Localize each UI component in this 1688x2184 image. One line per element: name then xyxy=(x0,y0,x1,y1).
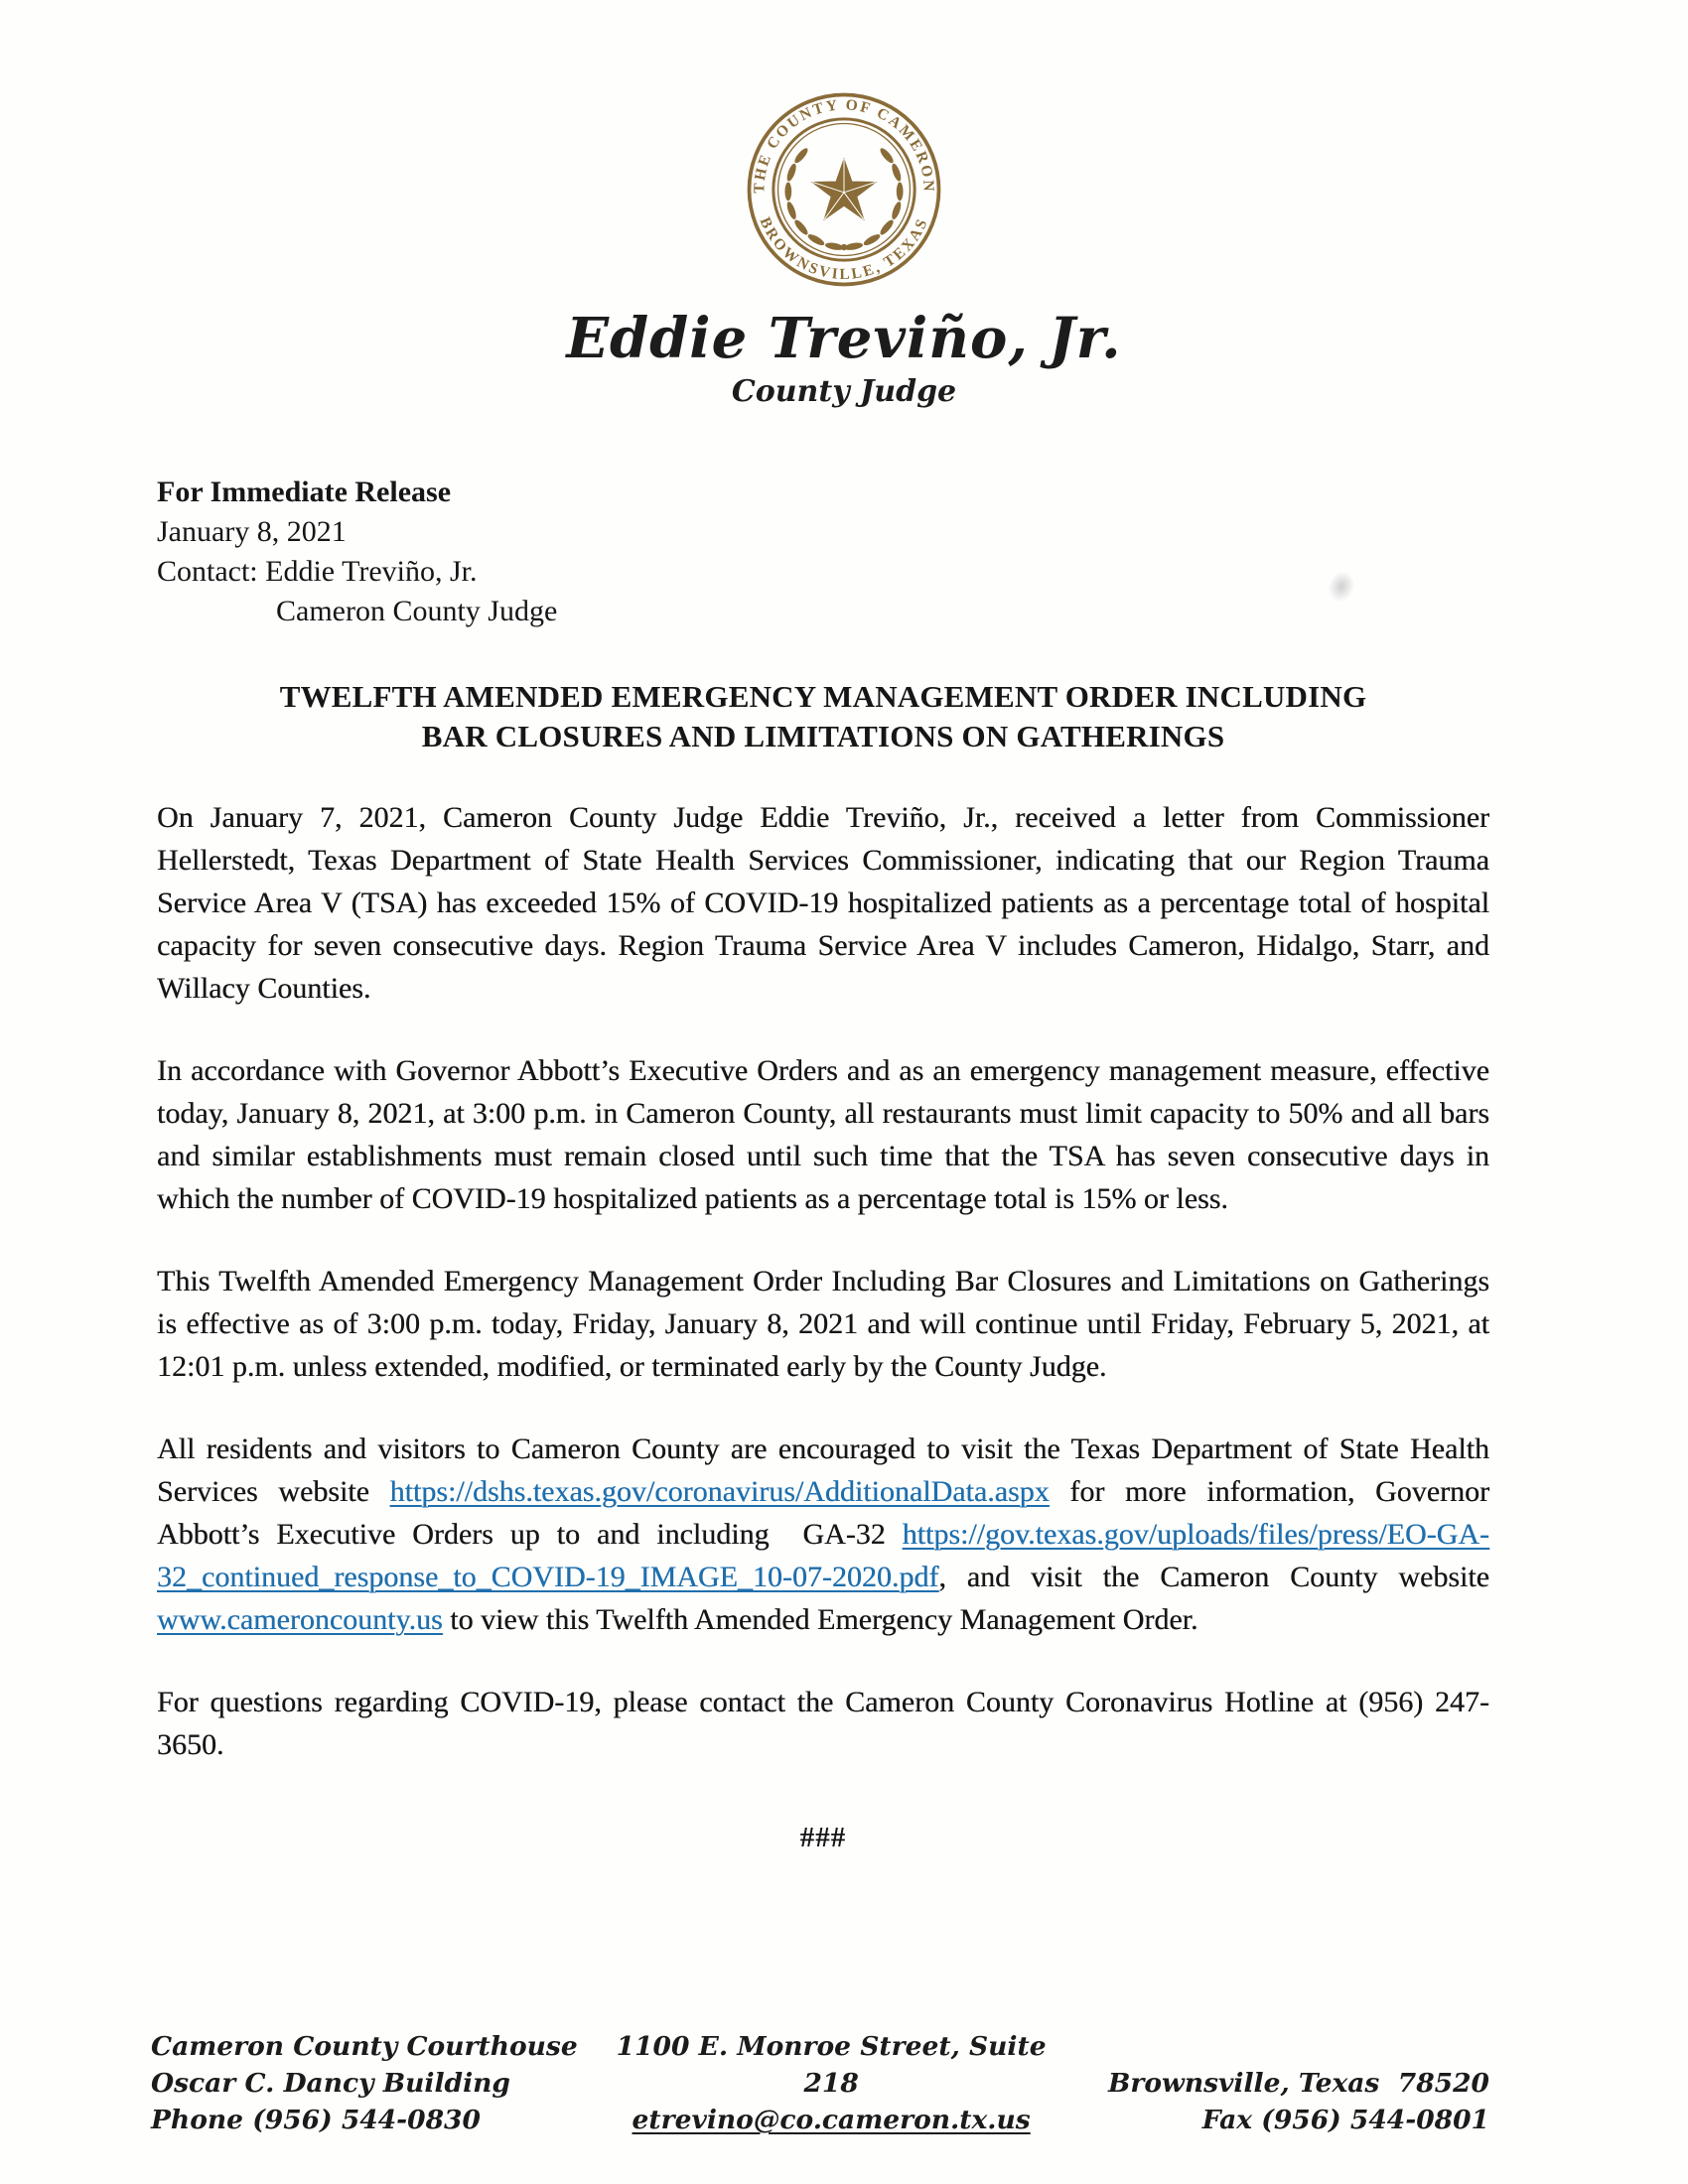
document-title xyxy=(157,677,1489,756)
footer-line: Brownsville, Texas 78520 xyxy=(1107,2068,1489,2099)
release-contact-title: Cameron County Judge xyxy=(276,594,558,627)
document-title-line2: BAR CLOSURES AND LIMITATIONS ON GATHERINGS xyxy=(421,718,1225,753)
email-link[interactable]: etrevino@co.cameron.tx.us xyxy=(632,2105,1031,2135)
body-text: , and visit the Cameron County website xyxy=(938,1560,1489,1593)
release-contact: Contact: Eddie Treviño, Jr. xyxy=(157,554,478,588)
body-text: For questions regarding COVID-19, please contact the Cameron County Coronavirus Hotline at (956) 247- 3650. xyxy=(157,1685,1489,1761)
hyperlink[interactable]: www.cameroncounty.us xyxy=(157,1602,443,1636)
release-info xyxy=(157,473,1489,631)
body-text: for more information, Governor Abbott’s Executive Orders up to and including GA-32 xyxy=(157,1474,1490,1551)
body-paragraphs xyxy=(157,796,1489,1766)
footer-col-middle xyxy=(593,2028,1069,2138)
paragraph xyxy=(157,1428,1489,1641)
cameron-county-seal-icon xyxy=(742,87,946,292)
document-title-line1: TWELFTH AMENDED EMERGENCY MANAGEMENT ORDER INCLUDING xyxy=(279,678,1367,714)
paragraph xyxy=(157,1260,1489,1388)
body-text: This Twelfth Amended Emergency Management Order Including Bar Closures and Limitations on Gatherings is effective as of 3:00 p.m. today, Friday, January 8, 2021 and will continue until Friday, February 5, 2021, at 12:01 p.m. unless extended, modified, or terminated early by the County Judge. xyxy=(157,1264,1489,1383)
paragraph xyxy=(157,796,1489,1010)
paragraph xyxy=(157,1049,1489,1220)
footer-col-left xyxy=(151,2028,593,2138)
footer-line xyxy=(593,2102,1069,2138)
release-date: January 8, 2021 xyxy=(157,514,347,548)
footer-line: 1100 E. Monroe Street, Suite 218 xyxy=(616,2031,1047,2099)
hyperlink[interactable]: https://dshs.texas.gov/coronavirus/AdditionalData.aspx xyxy=(389,1474,1050,1508)
seal-bottom-text: BROWNSVILLE, TEXAS xyxy=(756,214,932,284)
hyperlink[interactable]: https://gov.texas.​gov/uploads/files/press/EO-GA-32_continued_response_to_COVID-19_IMAGE_10-07-2020.pdf xyxy=(157,1517,1489,1593)
footer-line: Phone (956) 544-0830 xyxy=(151,2105,481,2135)
body-text: to view this Twelfth Amended Emergency Management Order. xyxy=(442,1602,1198,1636)
press-release-end-mark: ### xyxy=(799,1821,847,1853)
body-text: On January 7, 2021, Cameron County Judge Eddie Treviño, Jr., received a letter from Commissioner Hellerstedt, Texas Department of State Health Services Commissioner, indicating that our Region Trauma Service Area V (TSA) has exceeded 15% of COVID-19 hospitalized patients as a percentage total of hospital capacity for seven consecutive days. Region Trauma Service Area V includes Cameron, Hidalgo, Starr, and Willacy Counties. xyxy=(157,800,1489,1005)
body-text: All residents and visitors to Cameron County are encouraged to visit the Texas Department of State Health Services website xyxy=(157,1432,1489,1508)
footer-col-right xyxy=(1069,2065,1489,2138)
seal-top-text: THE COUNTY OF CAMERON xyxy=(751,96,937,194)
paragraph xyxy=(157,1681,1489,1766)
release-label: For Immediate Release xyxy=(157,475,452,508)
document-body xyxy=(157,473,1489,1854)
body-text: In accordance with Governor Abbott’s Executive Orders and as an emergency management measure, effective today, January 8, 2021, at 3:00 p.m. in Cameron County, all restaurants must limit capacity to 50% and all bars and similar establishments must remain closed until such time that the TSA has seven consecutive days in which the number of COVID-19 hospitalized patients as a percentage total is 15% or less. xyxy=(157,1053,1489,1215)
footer-line: Cameron County Courthouse xyxy=(151,2031,578,2062)
footer-line: Oscar C. Dancy Building xyxy=(151,2068,510,2099)
official-name: Eddie Treviño, Jr. xyxy=(566,306,1122,371)
official-title: County Judge xyxy=(731,373,957,409)
letterhead xyxy=(0,0,1688,409)
letterhead-footer xyxy=(151,2028,1489,2138)
footer-line: Fax (956) 544-0801 xyxy=(1201,2105,1489,2135)
